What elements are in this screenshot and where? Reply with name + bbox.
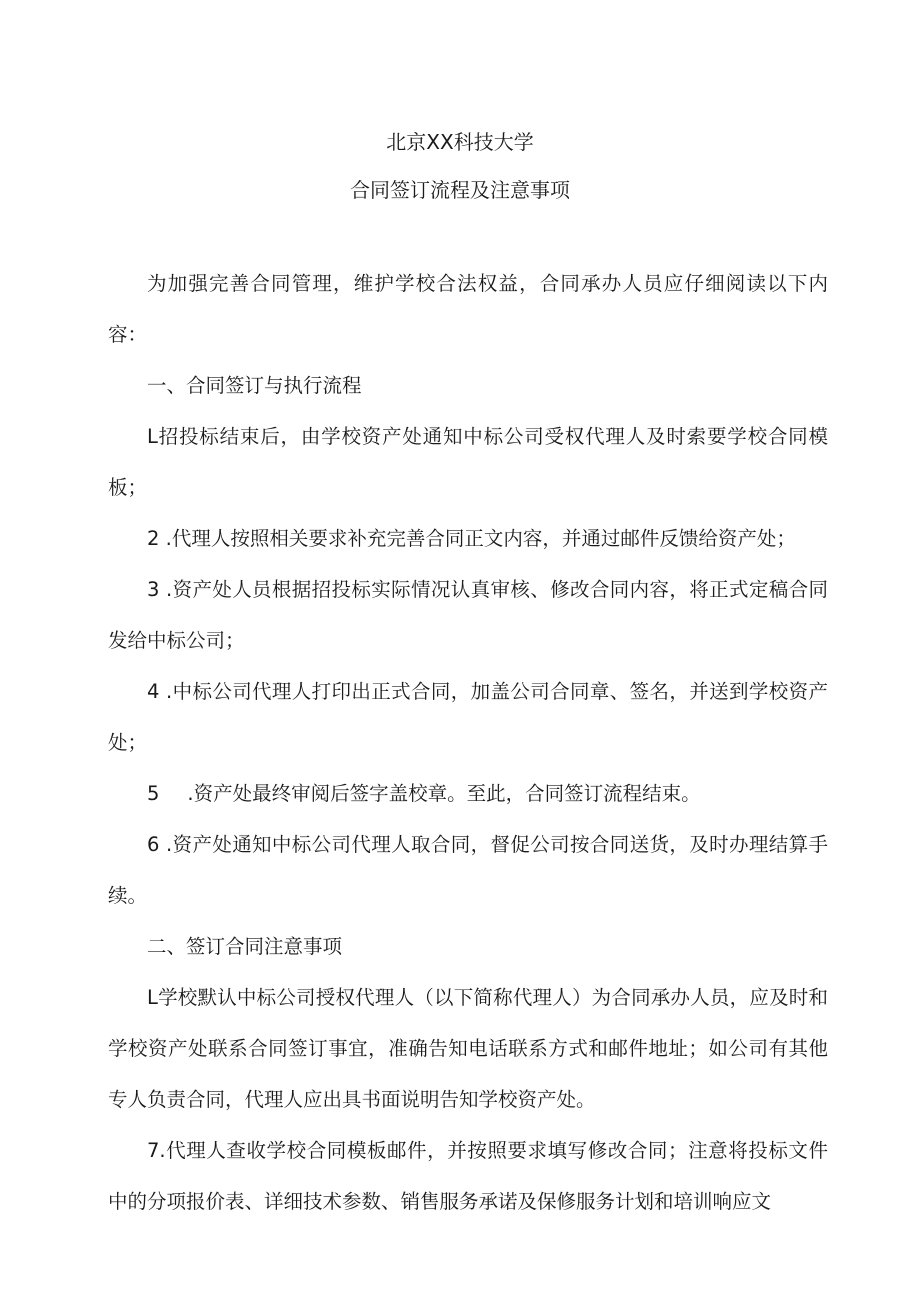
item-text: .中标公司代理人打印出正式合同，加盖公司合同章、签名，并送到学校资产处； bbox=[108, 680, 828, 754]
item-number: 4 bbox=[147, 680, 160, 703]
item-text: .资产处最终审阅后签字盖校章。至此，合同签订流程结束。 bbox=[187, 782, 701, 805]
section-2-item-2 bbox=[108, 1125, 828, 1227]
item-number: L bbox=[147, 986, 158, 1009]
item-number: 5 bbox=[147, 782, 160, 805]
item-text: 招投标结束后，由学校资产处通知中标公司受权代理人及时索要学校合同模板； bbox=[108, 425, 828, 499]
document-subtitle: 合同签订流程及注意事项 bbox=[350, 178, 570, 202]
item-text: 学校默认中标公司授权代理人（以下简称代理人）为合同承办人员，应及时和学校资产处联系合同签订事宜，准确告知电话联系方式和邮件地址；如公司有其他专人负责合同，代理人应出具书面说明告知学校资产处。 bbox=[108, 986, 828, 1111]
section-1-item-4 bbox=[108, 666, 828, 768]
item-number: 3 bbox=[147, 578, 160, 601]
item-number: 2 bbox=[147, 527, 160, 550]
document-body bbox=[108, 258, 828, 1227]
intro-paragraph: 为加强完善合同管理，维护学校合法权益，合同承办人员应仔细阅读以下内容： bbox=[108, 272, 828, 346]
item-text: .资产处人员根据招投标实际情况认真审核、修改合同内容，将正式定稿合同发给中标公司； bbox=[108, 578, 828, 652]
section-2-heading: 二、签订合同注意事项 bbox=[147, 935, 343, 958]
item-number: L bbox=[147, 425, 158, 448]
section-1-heading: 一、合同签订与执行流程 bbox=[147, 374, 362, 397]
section-1-item-3 bbox=[108, 564, 828, 666]
section-1-item-6 bbox=[108, 819, 828, 921]
item-number: 7 bbox=[147, 1139, 160, 1162]
item-text: .代理人查收学校合同模板邮件，并按照要求填写修改合同；注意将投标文件中的分项报价表、详细技术参数、销售服务承诺及保修服务计划和培训响应文 bbox=[108, 1139, 828, 1213]
section-2-item-1 bbox=[108, 972, 828, 1125]
item-number: 6 bbox=[147, 833, 160, 856]
section-1-item-1 bbox=[108, 411, 828, 513]
item-text: .资产处通知中标公司代理人取合同，督促公司按合同送货，及时办理结算手续。 bbox=[108, 833, 828, 907]
document-title: 北京XX科技大学 bbox=[386, 130, 534, 154]
item-text: .代理人按照相关要求补充完善合同正文内容，并通过邮件反馈给资产处； bbox=[165, 527, 796, 550]
section-1-item-2 bbox=[108, 513, 828, 564]
section-1-item-5 bbox=[108, 768, 828, 819]
